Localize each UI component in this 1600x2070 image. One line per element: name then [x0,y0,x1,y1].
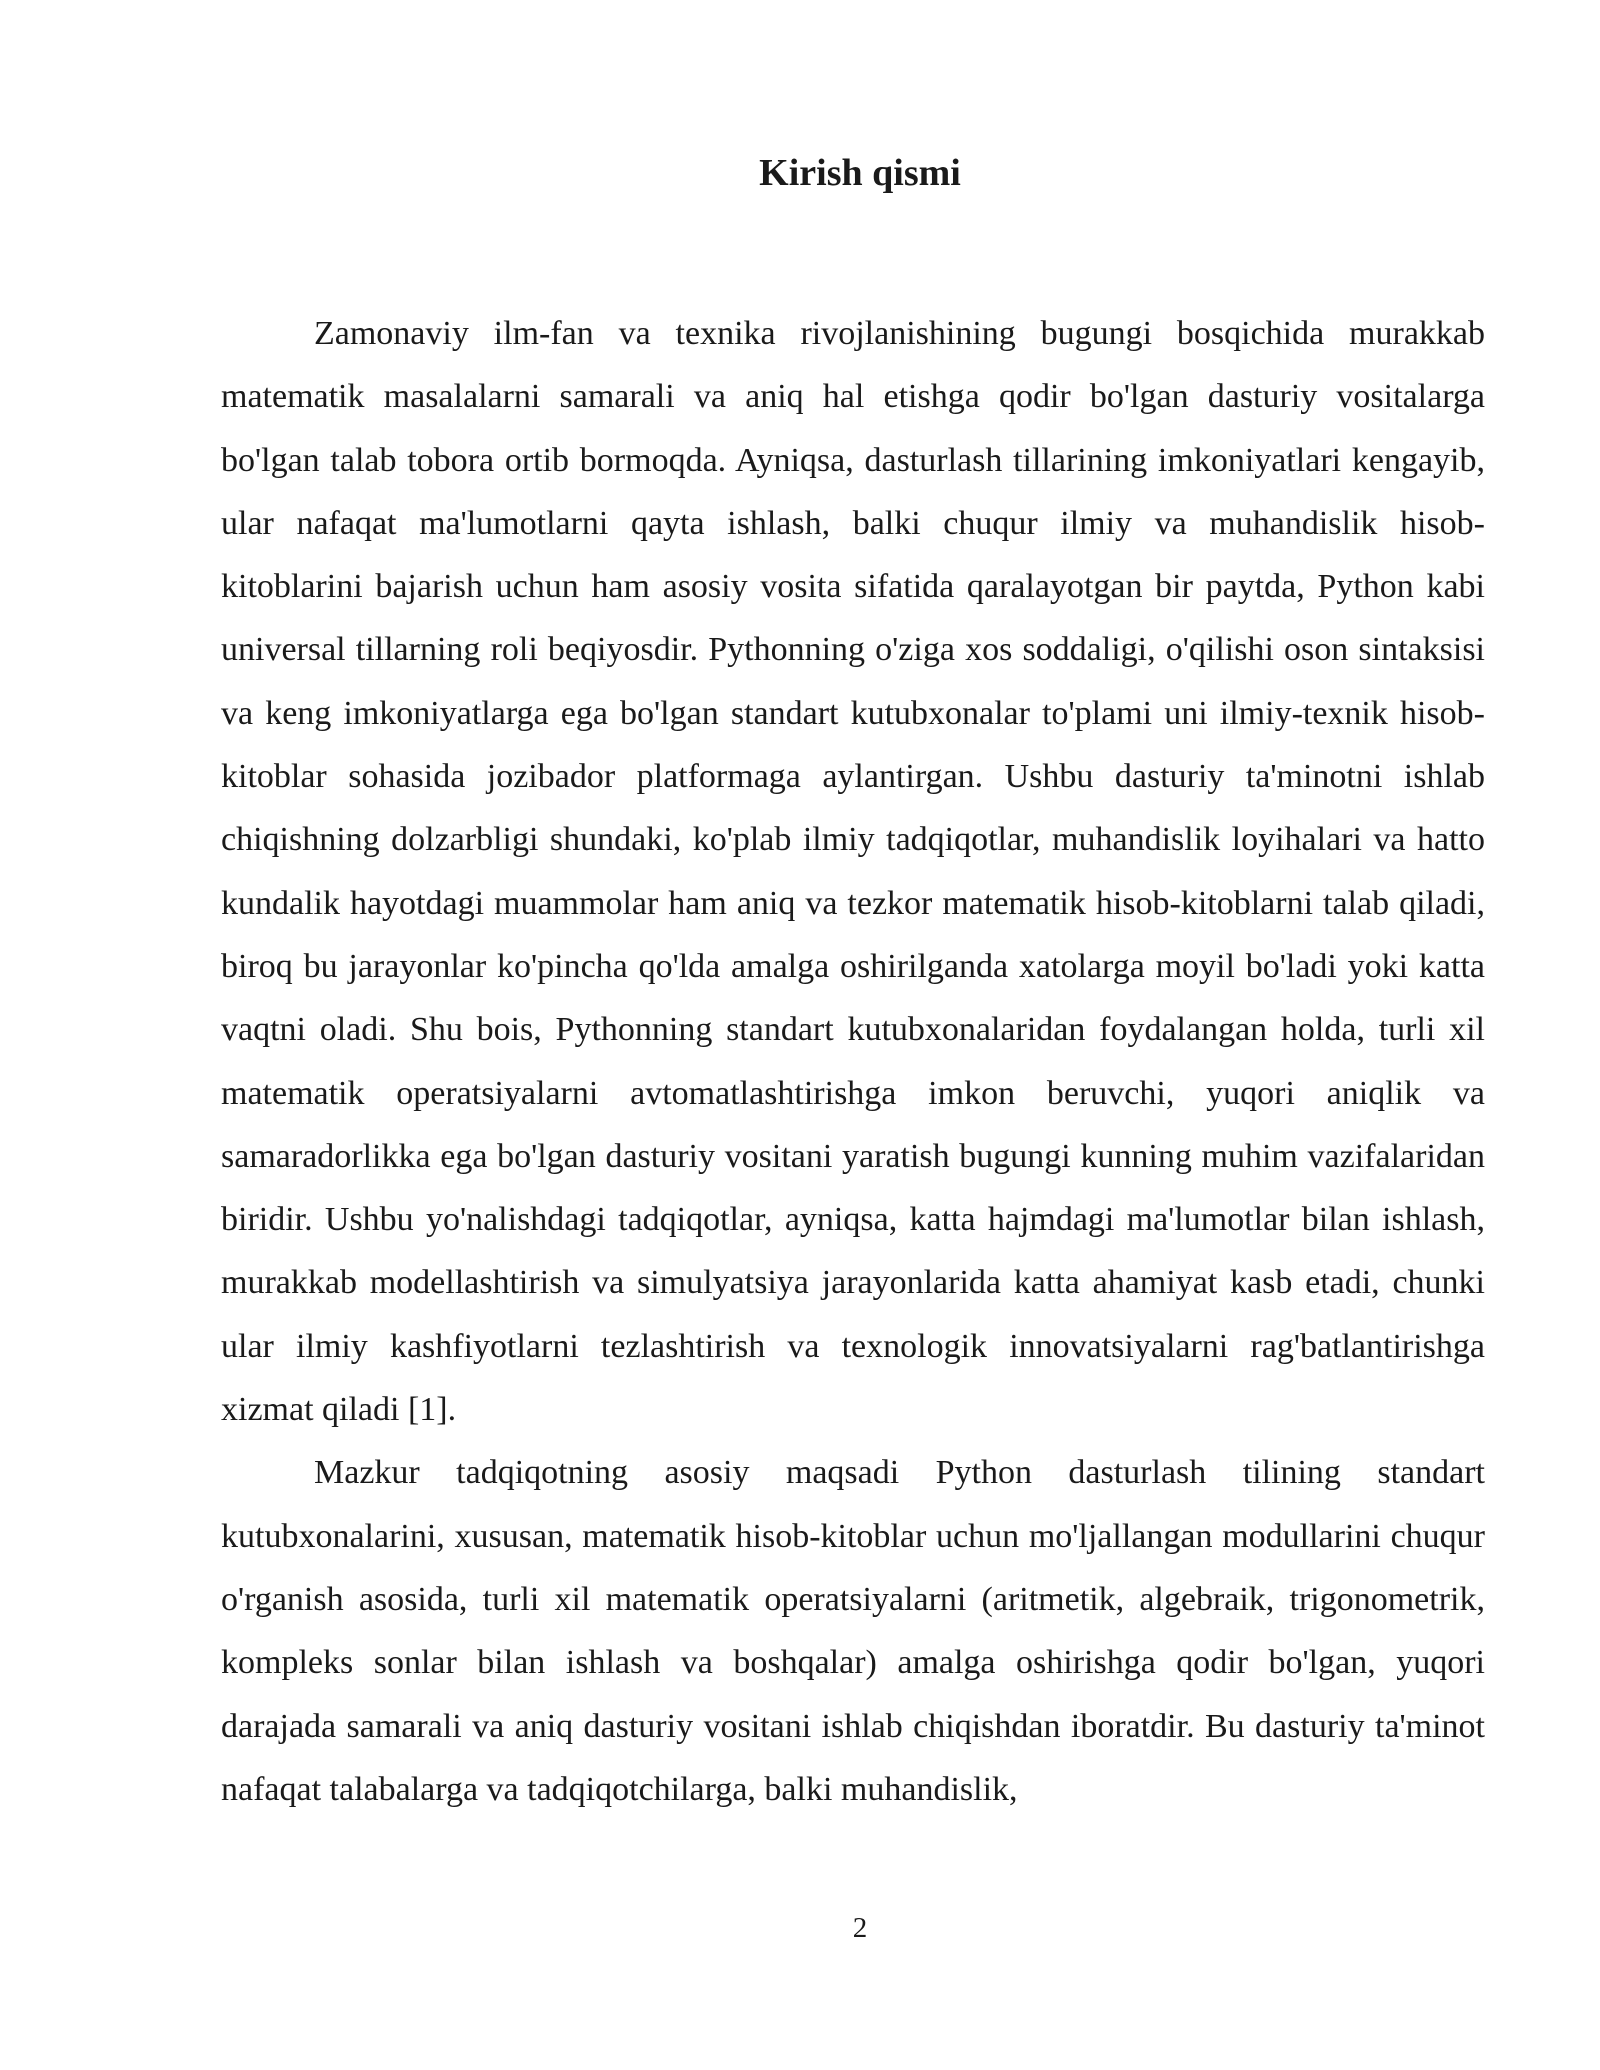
body-text [221,302,1485,1821]
page-number: 2 [852,1912,868,1944]
paragraph-2: Mazkur tadqiqotning asosiy maqsadi Python dasturlash tilining standart kutubxonalarini, xususan, matematik hisob-kitoblar uchun mo'ljallangan modullarini chuqur o'rganish asosida, turli xil matematik operatsiyalarni (aritmetik, algebraik, trigonometrik, kompleks sonlar bilan ishlash va boshqalar) amalga oshirishga qodir bo'lgan, yuqori darajada samarali va aniq dasturiy vositani ishlab chiqishdan iboratdir. Bu dasturiy ta'minot nafaqat talabalarga va tadqiqotchilarga, balki muhandislik, [221,1454,1485,1808]
paragraph-1: Zamonaviy ilm-fan va texnika rivojlanishining bugungi bosqichida murakkab matematik masalalarni samarali va aniq hal etishga qodir bo'lgan dasturiy vositalarga bo'lgan talab tobora ortib bormoqda. Ayniqsa, dasturlash tillarining imkoniyatlari kengayib, ular nafaqat ma'lumotlarni qayta ishlash, balki chuqur ilmiy va muhandislik hisob-kitoblarini bajarish uchun ham asosiy vosita sifatida qaralayotgan bir paytda, Python kabi universal tillarning roli beqiyosdir. Pythonning o'ziga xos soddaligi, o'qilishi oson sintaksisi va keng imkoniyatlarga ega bo'lgan standart kutubxonalar to'plami uni ilmiy-texnik hisob-kitoblar sohasida jozibador platformaga aylantirgan. Ushbu dasturiy ta'minotni ishlab chiqishning dolzarbligi shundaki, ko'plab ilmiy tadqiqotlar, muhandislik loyihalari va hatto kundalik hayotdagi muammolar ham aniq va tezkor matematik hisob-kitoblarni talab qiladi, biroq bu jarayonlar ko'pincha qo'lda amalga oshirilganda xatolarga moyil bo'ladi yoki katta vaqtni oladi. Shu bois, Pythonning standart kutubxonalaridan foydalangan holda, turli xil matematik operatsiyalarni avtomatlashtirishga imkon beruvchi, yuqori aniqlik va samaradorlikka ega bo'lgan dasturiy vositani yaratish bugungi kunning muhim vazifalaridan biridir. Ushbu yo'nalishdagi tadqiqotlar, ayniqsa, katta hajmdagi ma'lumotlar bilan ishlash, murakkab modellashtirish va simulyatsiya jarayonlarida katta ahamiyat kasb etadi, chunki ular ilmiy kashfiyotlarni tezlashtirish va texnologik innovatsiyalarni rag'batlantirishga xizmat qiladi [1]. [221,315,1485,1429]
page-title: Kirish qismi [759,152,961,194]
